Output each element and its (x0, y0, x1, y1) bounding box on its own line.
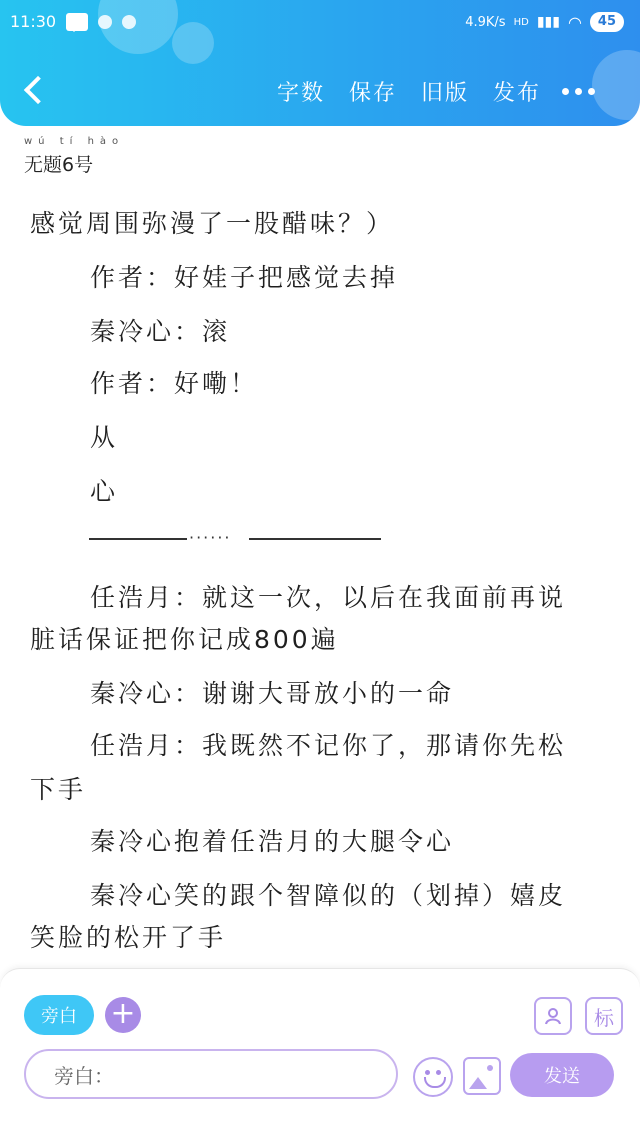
notification-icon (98, 15, 112, 29)
text-line[interactable]: 秦冷心笑的跟个智障似的（划掉）嬉皮 (90, 881, 567, 910)
text-line[interactable]: 作者：好嘞！ (90, 369, 259, 398)
wifi-icon: ◠ (567, 12, 582, 32)
status-time: 11:30 (10, 12, 57, 31)
header-nav (277, 76, 541, 107)
plus-icon[interactable]: + (105, 997, 141, 1033)
text-line[interactable]: 脏话保证把你记成800遍 (30, 625, 339, 654)
text-line[interactable]: 秦冷心抱着任浩月的大腿令心 (90, 827, 455, 856)
title-pinyin: wú tí hào (24, 136, 125, 147)
text-line[interactable]: 秦冷心：滚 (90, 317, 231, 346)
publish-button[interactable]: 发布 (493, 81, 542, 106)
back-button[interactable] (22, 74, 44, 104)
text-line[interactable]: 从 (90, 423, 119, 452)
compose-bar (0, 968, 640, 1139)
save-button[interactable]: 保存 (349, 81, 398, 106)
send-button[interactable]: 发送 (510, 1053, 614, 1097)
more-dots-icon[interactable] (562, 88, 595, 95)
text-line[interactable]: 作者：好娃子把感觉去掉 (90, 263, 399, 292)
document-title[interactable]: 无题6号 (24, 154, 94, 176)
battery-indicator: 45 (590, 12, 624, 32)
notification-icon (122, 15, 136, 29)
text-line[interactable]: 心 (90, 477, 119, 506)
text-line[interactable]: 秦冷心：谢谢大哥放小的一命 (90, 679, 455, 708)
image-icon[interactable] (463, 1057, 501, 1095)
message-input-placeholder: 旁白： (54, 1063, 114, 1088)
decor-bubble (592, 50, 640, 120)
old-version-button[interactable]: 旧版 (421, 81, 470, 106)
text-line[interactable]: 感觉周围弥漫了一股醋味？） (30, 209, 395, 238)
message-input[interactable] (24, 1049, 398, 1099)
narration-role-button[interactable]: 旁白 (24, 995, 94, 1035)
person-card-icon[interactable] (534, 997, 572, 1035)
text-line[interactable]: 任浩月：我既然不记你了，那请你先松 (90, 731, 567, 760)
signal-icon: ▮▮▮ (536, 14, 560, 30)
text-line[interactable]: 下手 (30, 775, 87, 804)
top-header (0, 0, 640, 126)
network-speed: 4.9K/s (465, 14, 506, 30)
network-type: HD (513, 16, 529, 28)
message-icon (66, 13, 88, 31)
tag-icon[interactable]: 标 (585, 997, 623, 1035)
divider-dots: ······ (189, 528, 232, 547)
text-line[interactable]: 笑脸的松开了手 (30, 923, 227, 952)
emoji-icon[interactable] (413, 1057, 453, 1097)
word-count-button[interactable]: 字数 (277, 81, 326, 106)
status-bar (10, 10, 624, 36)
text-line[interactable]: 任浩月：就这一次，以后在我面前再说 (90, 583, 567, 612)
section-divider (89, 528, 381, 548)
